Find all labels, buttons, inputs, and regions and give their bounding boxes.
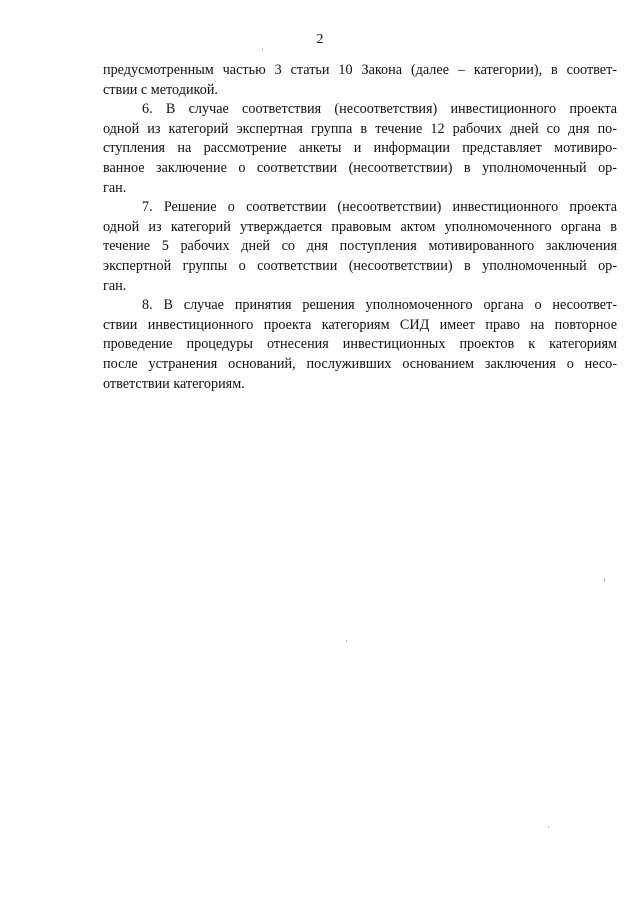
text-line: предусмотренным частью 3 статьи 10 Закона (далее – категории), в соответ- bbox=[103, 62, 617, 78]
text-line: ган. bbox=[103, 277, 127, 294]
scan-speck bbox=[262, 48, 263, 50]
text-line: 8. В случае принятия решения уполномоченного органа о несоответ- bbox=[142, 297, 617, 314]
document-body bbox=[103, 61, 617, 394]
text-line: 7. Решение о соответствии (несоответствии) инвестиционного проекта bbox=[142, 199, 617, 216]
text-line: ступления на рассмотрение анкеты и информации представляет мотивиро- bbox=[103, 140, 617, 157]
text-line: ванное заключение о соответствии (несоответствии) в уполномоченный ор- bbox=[103, 159, 617, 176]
text-line: ответствии категориям. bbox=[103, 375, 245, 392]
text-line: одной из категорий утверждается правовым актом уполномоченного органа в bbox=[103, 218, 617, 235]
text-line: ствии инвестиционного проекта категориям СИД имеет право на повторное bbox=[103, 316, 617, 333]
page-number: 2 bbox=[316, 32, 324, 47]
text-line: ствии с методикой. bbox=[103, 81, 218, 98]
paragraph-7 bbox=[103, 198, 617, 296]
scan-speck bbox=[604, 578, 605, 582]
paragraph-6 bbox=[103, 100, 617, 198]
paragraph-continuation bbox=[103, 61, 617, 100]
text-line: проведение процедуры отнесения инвестиционных проектов к категориям bbox=[103, 336, 617, 353]
paragraph-8 bbox=[103, 296, 617, 394]
text-line: ган. bbox=[103, 179, 127, 196]
scan-speck bbox=[346, 640, 347, 642]
text-line: 6. В случае соответствия (несоответствия) инвестиционного проекта bbox=[142, 101, 617, 118]
text-line: течение 5 рабочих дней со дня поступления мотивированного заключения bbox=[103, 238, 617, 255]
text-line: одной из категорий экспертная группа в течение 12 рабочих дней со дня по- bbox=[103, 120, 617, 137]
text-line: после устранения оснований, послуживших основанием заключения о несо- bbox=[103, 355, 617, 372]
text-line: экспертной группы о соответствии (несоответствии) в уполномоченный ор- bbox=[103, 257, 617, 274]
scan-speck bbox=[548, 826, 549, 828]
